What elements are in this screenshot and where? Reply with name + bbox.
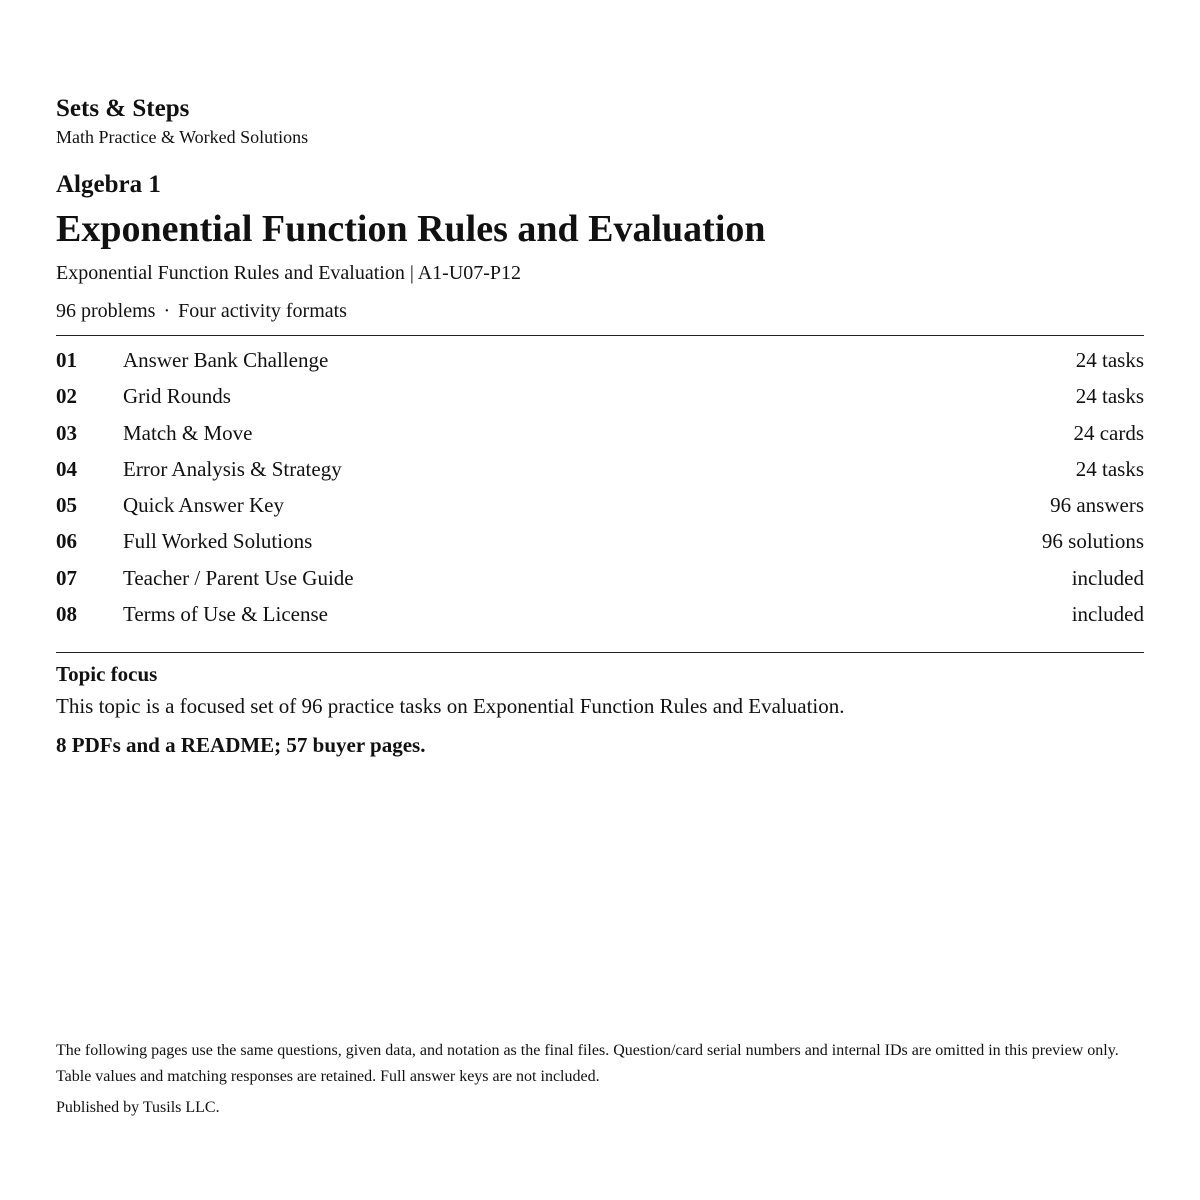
item-label: Error Analysis & Strategy (123, 456, 342, 481)
item-number: 08 (56, 602, 77, 627)
item-label: Teacher / Parent Use Guide (123, 565, 354, 590)
files-note: 8 PDFs and a README; 57 buyer pages. (56, 733, 426, 757)
item-number: 04 (56, 456, 77, 481)
item-number: 05 (56, 493, 77, 518)
item-label: Full Worked Solutions (123, 529, 313, 554)
brand-name: Sets & Steps (56, 95, 190, 122)
item-count: 96 answers (1050, 493, 1144, 518)
contents-row (56, 451, 1144, 487)
page-title: Exponential Function Rules and Evaluation (56, 208, 766, 250)
top-divider (56, 335, 1144, 336)
item-count: included (1071, 565, 1144, 590)
item-number: 07 (56, 565, 77, 590)
brand-tagline: Math Practice & Worked Solutions (56, 127, 309, 147)
summary-line (56, 298, 347, 324)
publisher-credit: Published by Tusils LLC. (56, 1099, 220, 1116)
problem-count: 96 problems (56, 300, 156, 322)
contents-row (56, 487, 1144, 523)
contents-list (56, 342, 1144, 632)
item-count: 24 tasks (1075, 456, 1144, 481)
contents-row (56, 378, 1144, 414)
format-count: Four activity formats (178, 300, 347, 322)
contents-row (56, 596, 1144, 632)
item-label: Answer Bank Challenge (123, 348, 329, 372)
bottom-divider (56, 652, 1144, 653)
item-count: 24 cards (1073, 420, 1144, 445)
contents-row (56, 560, 1144, 596)
topic-focus-heading: Topic focus (56, 662, 158, 686)
contents-row (56, 342, 1144, 378)
contents-row (56, 523, 1144, 559)
page-subtitle: Exponential Function Rules and Evaluation | A1-U07-P12 (56, 262, 522, 284)
preview-disclaimer: The following pages use the same questions, given data, and notation as the final files. Question/card serial numbers and internal IDs are omitted in this preview only. Table values and matching responses are retained. Full answer keys are not included. (56, 1042, 1119, 1085)
item-label: Quick Answer Key (123, 493, 284, 518)
item-count: 96 solutions (1041, 529, 1144, 554)
item-label: Grid Rounds (123, 384, 231, 409)
item-count: 24 tasks (1075, 348, 1144, 372)
contents-row (56, 415, 1144, 451)
item-count: included (1071, 602, 1144, 627)
item-count: 24 tasks (1075, 384, 1144, 409)
summary-separator: · (163, 300, 171, 322)
item-number: 02 (56, 384, 77, 409)
topic-focus-text: This topic is a focused set of 96 practice tasks on Exponential Function Rules and Evaluation. (56, 694, 845, 718)
item-number: 06 (56, 529, 77, 554)
course-name: Algebra 1 (56, 171, 161, 198)
item-label: Terms of Use & License (123, 602, 328, 627)
item-label: Match & Move (123, 420, 253, 445)
document-page (56, 0, 1144, 1200)
item-number: 01 (56, 348, 77, 372)
item-number: 03 (56, 420, 77, 445)
